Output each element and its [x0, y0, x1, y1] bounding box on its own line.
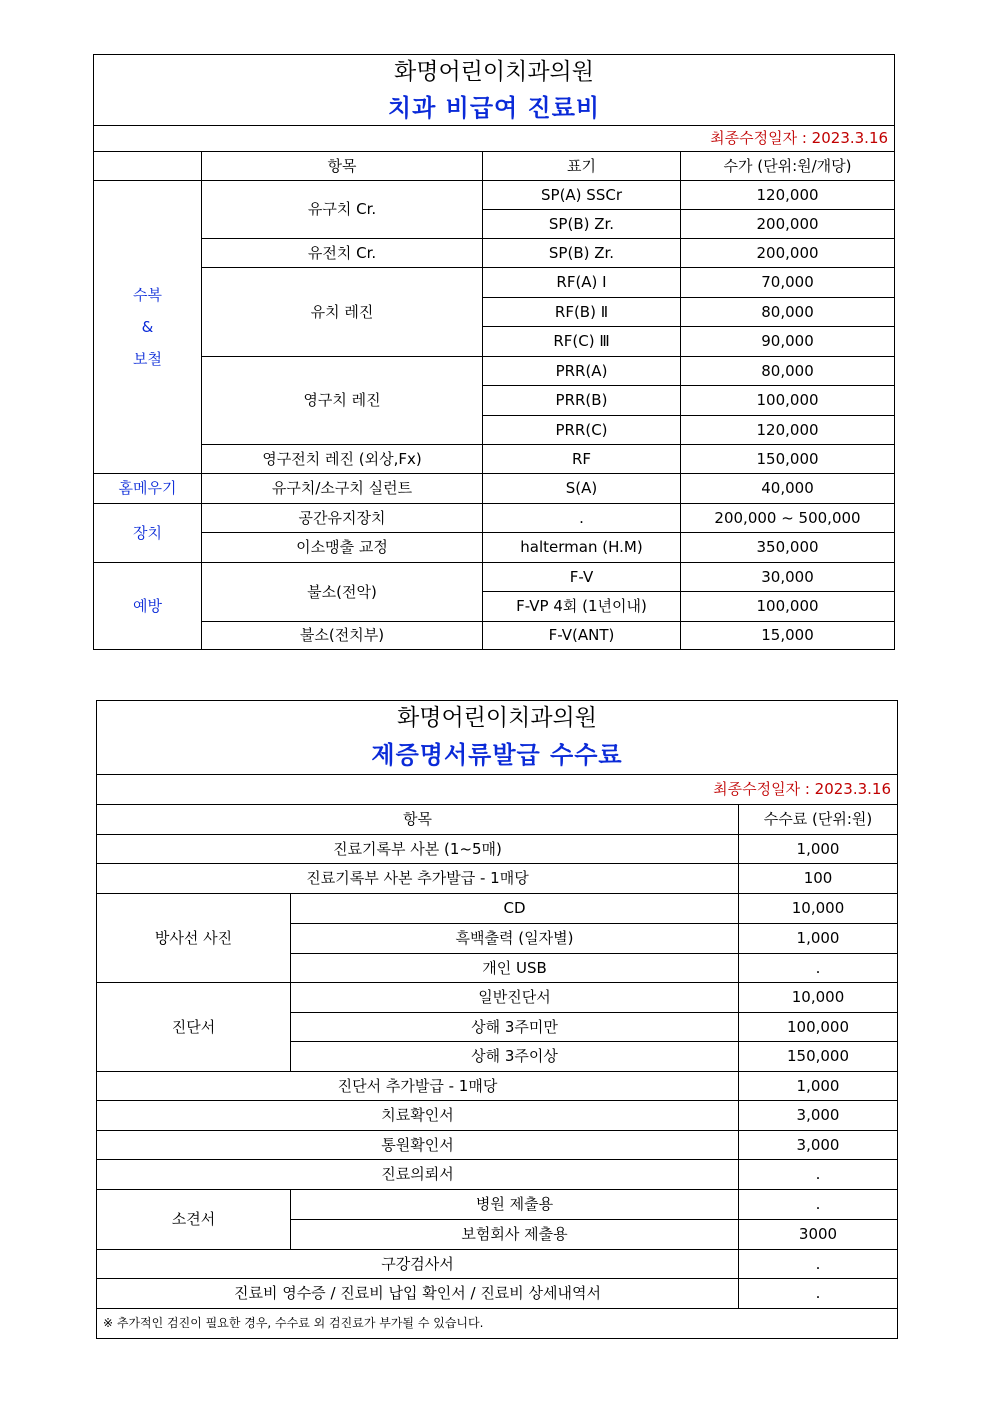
item-label: 이소맹출 교정: [202, 533, 483, 563]
header-fee: 수수료 (단위:원): [739, 805, 898, 835]
item-label: 병원 제출용: [291, 1190, 739, 1220]
price-cell: 80,000: [681, 357, 895, 386]
code-cell: RF: [483, 445, 681, 474]
clinic-name: 화명어린이치과의원: [97, 701, 898, 737]
fee-cell: 1,000: [739, 835, 898, 864]
price-cell: 350,000: [681, 533, 895, 563]
footnote: ※ 추가적인 검진이 필요한 경우, 수수료 외 검진료가 부가될 수 있습니다.: [97, 1309, 898, 1339]
item-label: 유구치 Cr.: [202, 181, 483, 239]
item-label: 상해 3주이상: [291, 1042, 739, 1072]
code-cell: F-VP 4회 (1년이내): [483, 592, 681, 622]
updated-date: 최종수정일자 : 2023.3.16: [94, 126, 895, 152]
category-line: 수복: [133, 286, 162, 304]
code-cell: RF(A) Ⅰ: [483, 268, 681, 298]
price-cell: 15,000: [681, 622, 895, 650]
fee-cell: .: [739, 1160, 898, 1190]
code-cell: F-V(ANT): [483, 622, 681, 650]
fee-cell: 100: [739, 864, 898, 894]
item-label: 진료기록부 사본 추가발급 - 1매당: [97, 864, 739, 894]
price-cell: 100,000: [681, 386, 895, 416]
price-cell: 70,000: [681, 268, 895, 298]
item-label: 통원확인서: [97, 1131, 739, 1160]
item-label: 공간유지장치: [202, 504, 483, 533]
item-label: 영구전치 레진 (외상,Fx): [202, 445, 483, 474]
fee-cell: 3000: [739, 1220, 898, 1250]
code-cell: F-V: [483, 563, 681, 592]
code-cell: PRR(B): [483, 386, 681, 416]
header-blank: [94, 152, 202, 181]
fee-cell: 1,000: [739, 924, 898, 954]
fee-cell: .: [739, 1250, 898, 1279]
table-subtitle: 치과 비급여 진료비: [94, 91, 895, 126]
price-cell: 200,000 ~ 500,000: [681, 504, 895, 533]
fee-table-certificates: [96, 700, 898, 1339]
item-label: 상해 3주미만: [291, 1013, 739, 1042]
fee-cell: 3,000: [739, 1101, 898, 1131]
fee-cell: .: [739, 1279, 898, 1309]
price-cell: 200,000: [681, 210, 895, 239]
item-label: 진료기록부 사본 (1~5매): [97, 835, 739, 864]
item-label: 진료의뢰서: [97, 1160, 739, 1190]
item-label: 영구치 레진: [202, 357, 483, 445]
code-cell: S(A): [483, 474, 681, 504]
item-label: 불소(전치부): [202, 622, 483, 650]
code-cell: SP(A) SSCr: [483, 181, 681, 210]
header-price: 수가 (단위:원/개당): [681, 152, 895, 181]
item-label: 구강검사서: [97, 1250, 739, 1279]
price-cell: 100,000: [681, 592, 895, 622]
price-cell: 120,000: [681, 416, 895, 445]
code-cell: SP(B) Zr.: [483, 239, 681, 268]
price-cell: 200,000: [681, 239, 895, 268]
price-cell: 30,000: [681, 563, 895, 592]
item-label: 유구치/소구치 실런트: [202, 474, 483, 504]
category-sealant: 홈메우기: [94, 474, 202, 504]
price-cell: 120,000: [681, 181, 895, 210]
item-label: 진단서 추가발급 - 1매당: [97, 1072, 739, 1101]
fee-cell: 100,000: [739, 1013, 898, 1042]
item-label: 유치 레진: [202, 268, 483, 357]
clinic-name: 화명어린이치과의원: [94, 55, 895, 91]
item-label: 치료확인서: [97, 1101, 739, 1131]
fee-cell: .: [739, 954, 898, 983]
item-label: CD: [291, 894, 739, 924]
item-label: 흑백출력 (일자별): [291, 924, 739, 954]
fee-cell: 3,000: [739, 1131, 898, 1160]
price-cell: 40,000: [681, 474, 895, 504]
code-cell: .: [483, 504, 681, 533]
item-label: 진료비 영수증 / 진료비 납입 확인서 / 진료비 상세내역서: [97, 1279, 739, 1309]
group-opinion: 소견서: [97, 1190, 291, 1250]
group-diagnosis: 진단서: [97, 983, 291, 1072]
header-item: 항목: [202, 152, 483, 181]
code-cell: PRR(C): [483, 416, 681, 445]
item-label: 일반진단서: [291, 983, 739, 1013]
category-line: 보철: [133, 350, 162, 368]
item-label: 개인 USB: [291, 954, 739, 983]
code-cell: PRR(A): [483, 357, 681, 386]
fee-cell: .: [739, 1190, 898, 1220]
code-cell: RF(C) Ⅲ: [483, 327, 681, 357]
item-label: 유전치 Cr.: [202, 239, 483, 268]
price-cell: 90,000: [681, 327, 895, 357]
category-restoration: [94, 181, 202, 474]
category-prevention: 예방: [94, 563, 202, 650]
code-cell: RF(B) Ⅱ: [483, 298, 681, 327]
code-cell: SP(B) Zr.: [483, 210, 681, 239]
header-item: 항목: [97, 805, 739, 835]
price-cell: 150,000: [681, 445, 895, 474]
fee-cell: 150,000: [739, 1042, 898, 1072]
item-label: 불소(전악): [202, 563, 483, 622]
fee-cell: 10,000: [739, 894, 898, 924]
fee-table-noncovered: [93, 54, 895, 650]
table-subtitle: 제증명서류발급 수수료: [97, 737, 898, 775]
updated-date: 최종수정일자 : 2023.3.16: [97, 775, 898, 805]
price-cell: 80,000: [681, 298, 895, 327]
category-line: &: [141, 318, 154, 336]
fee-cell: 1,000: [739, 1072, 898, 1101]
header-code: 표기: [483, 152, 681, 181]
item-label: 보험회사 제출용: [291, 1220, 739, 1250]
code-cell: halterman (H.M): [483, 533, 681, 563]
category-device: 장치: [94, 504, 202, 563]
group-xray: 방사선 사진: [97, 894, 291, 983]
fee-cell: 10,000: [739, 983, 898, 1013]
